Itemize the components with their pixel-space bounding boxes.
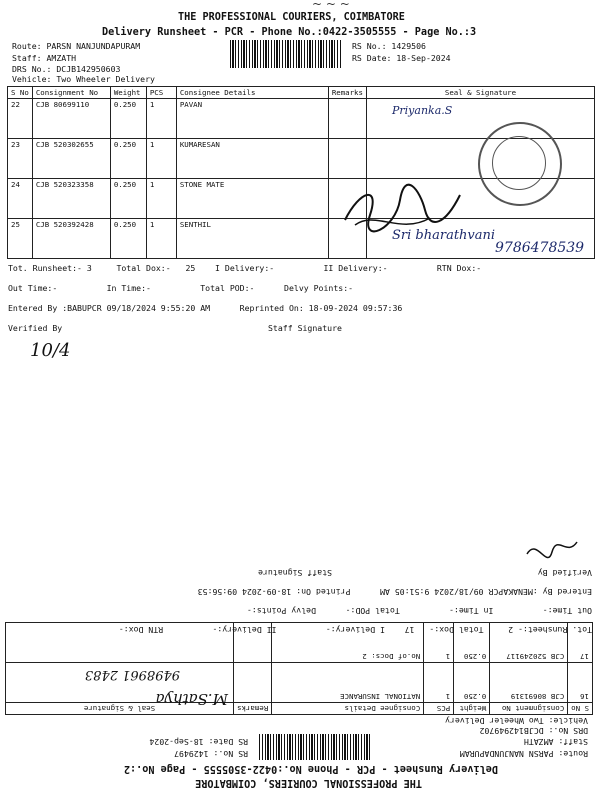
col-header: Consignment No [32,87,110,99]
col-header: Consignee Details [272,703,424,715]
entered-line: Entered By :MENAKAPCR 09/18/2024 9:51:05 AM Printed On: 18-09-2024 09:56:53 [197,587,592,597]
times-line: Out Time:- In Time:- Total POD:- Delvy Points:- [8,283,354,293]
staff-name: Staff: AMZATH [523,737,588,747]
vehicle-text: Vehicle: Two Wheeler Delivery [445,716,588,726]
route-text: Route: PARSN NANJUNDAPURAM [459,749,588,759]
drs-number: DRS No.: DCJB142949702 [479,726,588,736]
barcode [258,734,370,760]
col-header: Consignee Details [176,87,328,99]
totals-line: Tot. Runsheet:- 3 Total Dox:- 25 I Delivery:- II Delivery:- RTN Dox:- [8,263,482,273]
col-header: Remarks [328,87,366,99]
times-line: Out Time:- In Time:- Total POD:- Delvy Points:- [246,606,592,616]
col-header: Seal & Signature [6,703,234,715]
table-row: 25 CJB 520392428 0.250 1 SENTHIL [8,219,595,259]
header-scribble: ~ ~ ~ [312,0,350,11]
table-row: 16 CJB 80691319 0.250 1 NATIONAL INSURANCE [6,663,593,703]
rs-number: RS No.: 1429497 [174,749,248,759]
verified-by-label: Verified By [8,323,63,333]
handwritten-phone: 9498961 2483 [84,667,180,682]
col-header: Seal & Signature [366,87,594,99]
col-header: PCS [146,87,176,99]
col-header: PCS [424,703,454,715]
runsheet-title: Delivery Runsheet - PCR - Phone No.:0422-3505555 - Page No.:3 [102,27,477,38]
table-row: 17 CJB 520249117 0.250 1 No.of Docs: 2 [6,623,593,663]
company-name: THE PROFESSIONAL COURIERS, COIMBATORE [195,777,422,788]
runsheet-title: Delivery Runsheet - PCR - Phone No.:0422-3505555 - Page No.:2 [123,763,498,774]
handwritten-phone: 9786478539 [495,240,585,256]
col-header: S No [8,87,33,99]
rs-date: RS Date: 18-Sep-2024 [352,53,451,63]
table-row: 22 CJB 80699110 0.250 1 PAVAN [8,99,595,139]
table-row: 24 CJB 520323358 0.250 1 STONE MATE [8,179,595,219]
drs-number: DRS No.: DCJB142950603 [12,64,121,74]
table-header-row [6,703,593,715]
col-header: Weight [454,703,490,715]
staff-signature-label: Staff Signature [258,568,332,578]
route-text: Route: PARSN NANJUNDAPURAM [12,41,141,51]
vehicle-text: Vehicle: Two Wheeler Delivery [12,74,155,84]
verify-mark: 10/4 [30,340,71,361]
signature-priyanka: Priyanka.S [392,104,453,117]
totals-line: Tot. Runsheet:- 2 Total Dox:- 17 I Delivery:- II Delivery:- RTN Dox:- [118,625,592,635]
staff-signature-label: Staff Signature [268,323,342,333]
rs-date: RS Date: 18-Sep-2024 [149,737,248,747]
table-row: 23 CJB 520302655 0.250 1 KUMARESAN [8,139,595,179]
col-header: Remarks [234,703,272,715]
rs-number: RS No.: 1429506 [352,41,426,51]
verified-by-label: Verified By [537,568,592,578]
col-header: Consignment No [490,703,568,715]
staff-name: Staff: AMZATH [12,53,77,63]
verify-scribble [522,532,582,562]
signature-bharathvani: Sri bharathvani [392,228,496,243]
entered-line: Entered By :BABUPCR 09/18/2024 9:55:20 AM Reprinted On: 18-09-2024 09:57:36 [8,303,403,313]
col-header: S No [568,703,593,715]
company-name: THE PROFESSIONAL COURIERS, COIMBATORE [178,12,405,23]
handwritten-signature: M.Sathya [155,690,228,708]
col-header: Weight [110,87,146,99]
